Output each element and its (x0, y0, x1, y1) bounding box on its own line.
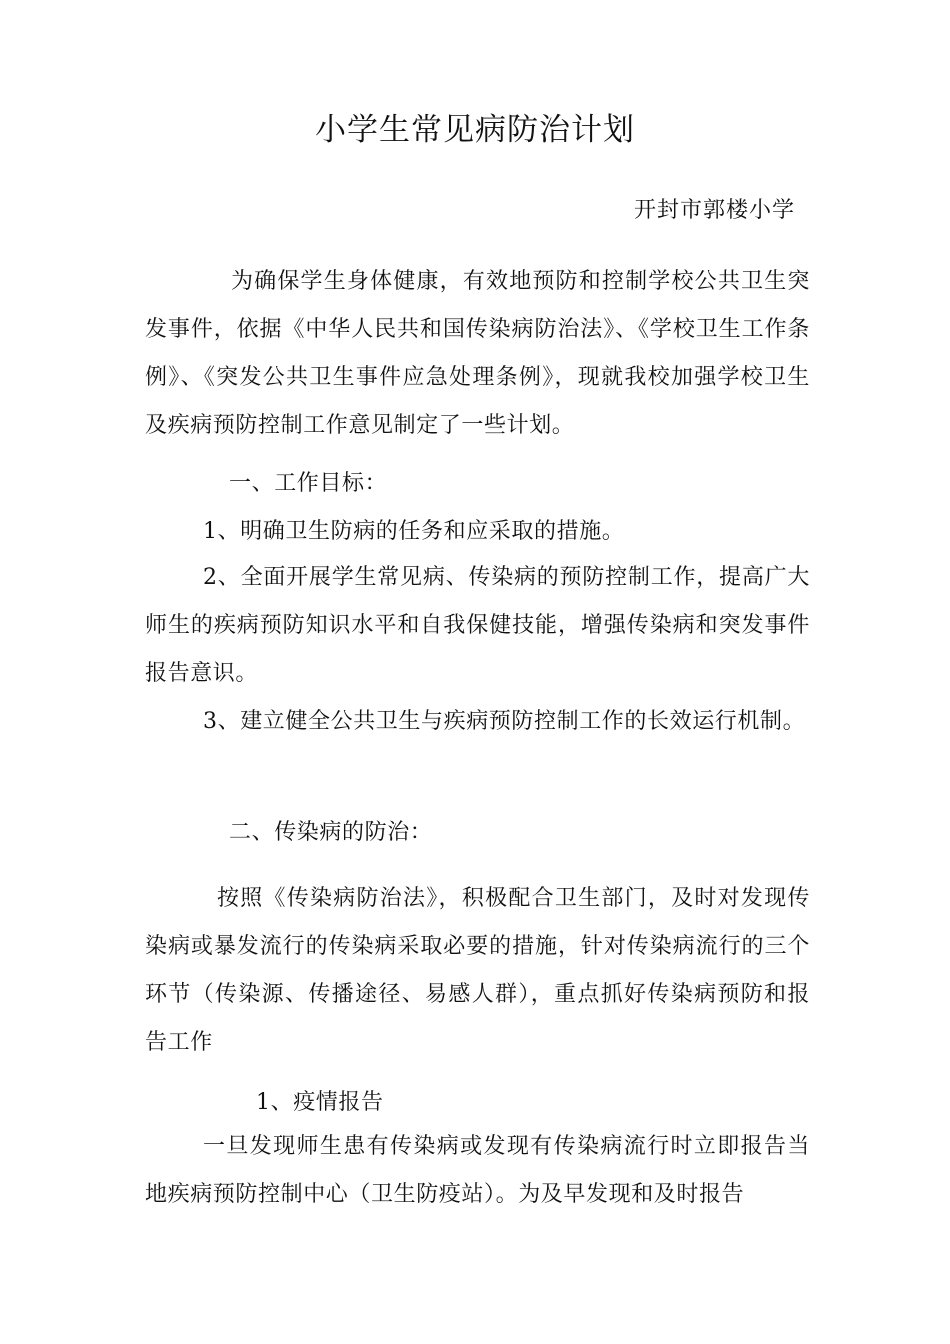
document-author: 开封市郭楼小学 (633, 198, 795, 223)
goal-item-1: 1、明确卫生防病的任务和应采取的措施。 (203, 519, 625, 544)
subsection-heading-report: 1、疫情报告 (256, 1090, 384, 1115)
section-heading-goals: 一、工作目标： (229, 471, 388, 496)
prevention-paragraph: 按照《传染病防治法》，积极配合卫生部门，及时对发现传染病或暴发流行的传染病采取必要的措施，针对传染病流行的三个环节（传染源、传播途径、易感人群），重点抓好传染病预防和报告工作 (145, 886, 810, 1055)
report-paragraph: 一旦发现师生患有传染病或发现有传染病流行时立即报告当地疾病预防控制中心（卫生防疫站）。为及早发现和及时报告 (145, 1134, 810, 1207)
goal-item-2: 2、全面开展学生常见病、传染病的预防控制工作，提高广大师生的疾病预防知识水平和自我保健技能，增强传染病和突发事件报告意识。 (145, 565, 810, 686)
document-title: 小学生常见病防治计划 (315, 112, 635, 148)
section-heading-prevention: 二、传染病的防治： (229, 820, 433, 845)
goal-item-3: 3、建立健全公共卫生与疾病预防控制工作的长效运行机制。 (203, 709, 806, 734)
intro-paragraph: 为确保学生身体健康，有效地预防和控制学校公共卫生突发事件，依据《中华人民共和国传染病防治法》、《学校卫生工作条例》、《突发公共卫生事件应急处理条例》，现就我校加强学校卫生及疾病预防控制工作意见制定了一些计划。 (145, 269, 810, 438)
